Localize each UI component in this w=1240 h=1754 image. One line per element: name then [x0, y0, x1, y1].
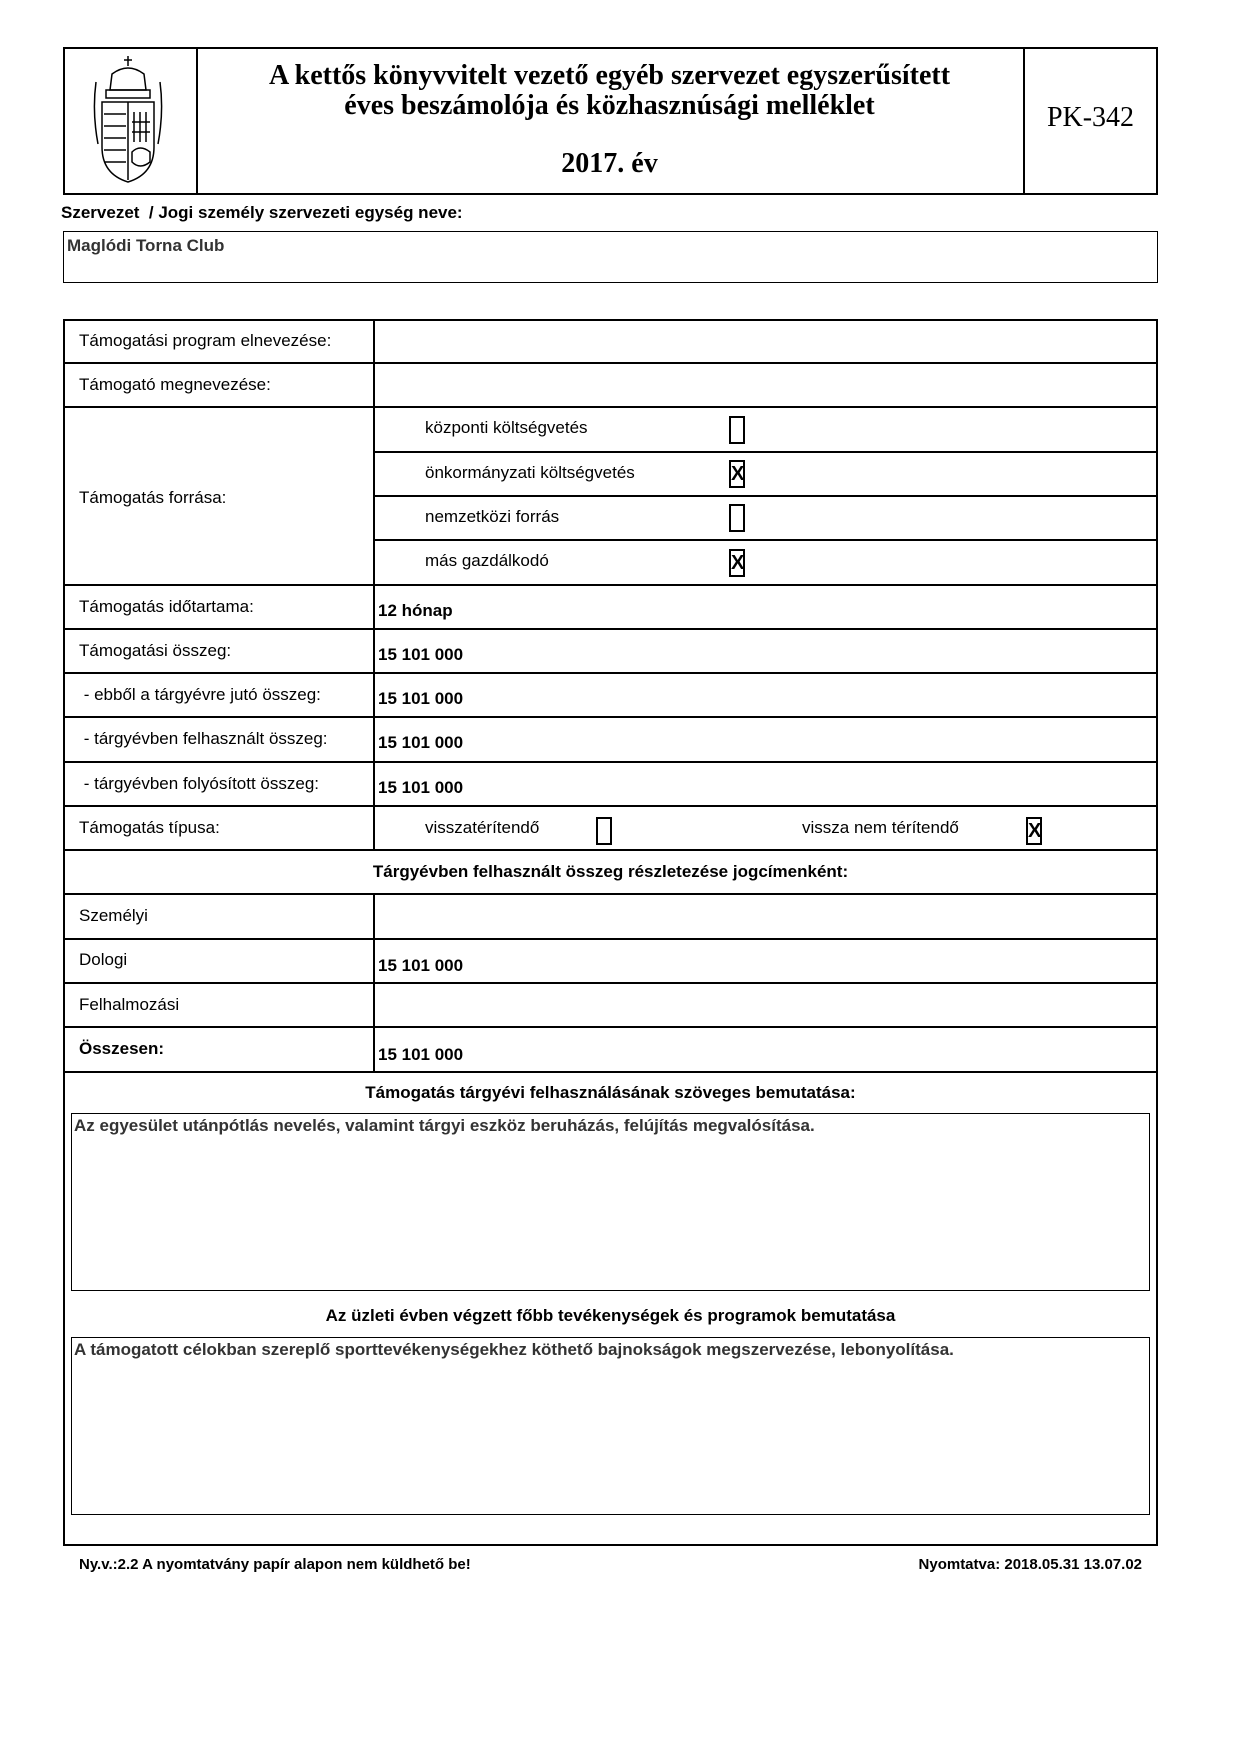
source-other-business-label: más gazdálkodó: [425, 551, 549, 570]
source-label: Támogatás forrása:: [79, 488, 227, 507]
usage-textarea[interactable]: [71, 1113, 1150, 1291]
total-value[interactable]: 15 101 000: [378, 1045, 464, 1064]
total-label: Összesen:: [79, 1039, 165, 1058]
paid-label: - tárgyévben folyósított összeg:: [79, 774, 320, 793]
org-name-value: Maglódi Torna Club: [67, 236, 225, 255]
used-label: - tárgyévben felhasznált összeg:: [79, 729, 328, 748]
personal-label: Személyi: [79, 906, 148, 925]
source-international-checkbox[interactable]: [729, 504, 745, 532]
activities-heading: Az üzleti évben végzett főbb tevékenységek és programok bemutatása: [325, 1306, 896, 1325]
org-name-field[interactable]: [63, 231, 1158, 283]
supporter-label: Támogató megnevezése:: [79, 375, 271, 394]
source-central-label: központi költségvetés: [425, 418, 588, 437]
year-share-label: - ebből a tárgyévre jutó összeg:: [79, 685, 321, 704]
material-value[interactable]: 15 101 000: [378, 956, 464, 975]
duration-value[interactable]: 12 hónap: [378, 601, 453, 620]
source-municipal-checkbox[interactable]: X: [729, 460, 745, 488]
paid-value[interactable]: 15 101 000: [378, 778, 464, 797]
source-international-label: nemzetközi forrás: [425, 507, 560, 526]
activities-text: A támogatott célokban szereplő sporttevékenységekhez köthető bajnokságok megszervezése, lebonyolítása.: [74, 1340, 954, 1359]
type-nonrefundable-checkbox[interactable]: X: [1026, 817, 1042, 845]
activities-textarea[interactable]: [71, 1337, 1150, 1515]
source-central-checkbox[interactable]: [729, 416, 745, 444]
program-name-label: Támogatási program elnevezése:: [79, 331, 332, 350]
usage-text: Az egyesület utánpótlás nevelés, valamint tárgyi eszköz beruházás, felújítás megvalósítása.: [74, 1116, 815, 1135]
type-refundable-label: visszatérítendő: [425, 818, 540, 837]
type-label: Támogatás típusa:: [79, 818, 220, 837]
type-refundable-checkbox[interactable]: [596, 817, 612, 845]
year-share-value[interactable]: 15 101 000: [378, 689, 464, 708]
form-title-line1: A kettős könyvvitelt vezető egyéb szervezet egyszerűsített: [268, 60, 951, 91]
form-code: PK-342: [1046, 102, 1135, 133]
hungarian-coat-of-arms-icon: [88, 52, 168, 187]
material-label: Dologi: [79, 950, 128, 969]
amount-value[interactable]: 15 101 000: [378, 645, 464, 664]
usage-heading: Támogatás tárgyévi felhasználásának szöveges bemutatása:: [365, 1083, 856, 1102]
form-title-line2: éves beszámolója és közhasznúsági melléklet: [344, 90, 875, 121]
amount-label: Támogatási összeg:: [79, 641, 232, 660]
accumulation-label: Felhalmozási: [79, 995, 180, 1014]
form-year: 2017. év: [561, 148, 658, 179]
used-value[interactable]: 15 101 000: [378, 733, 464, 752]
org-label: Szervezet / Jogi személy szervezeti egység neve:: [61, 203, 463, 222]
duration-label: Támogatás időtartama:: [79, 597, 254, 616]
type-nonrefundable-label: vissza nem térítendő: [802, 818, 959, 837]
source-other-business-checkbox[interactable]: X: [729, 549, 745, 577]
breakdown-heading: Tárgyévben felhasznált összeg részletezése jogcímenként:: [372, 862, 849, 881]
footer-note: Ny.v.:2.2 A nyomtatvány papír alapon nem küldhető be!: [79, 1556, 471, 1573]
print-timestamp: Nyomtatva: 2018.05.31 13.07.02: [918, 1556, 1142, 1573]
source-municipal-label: önkormányzati költségvetés: [425, 463, 635, 482]
